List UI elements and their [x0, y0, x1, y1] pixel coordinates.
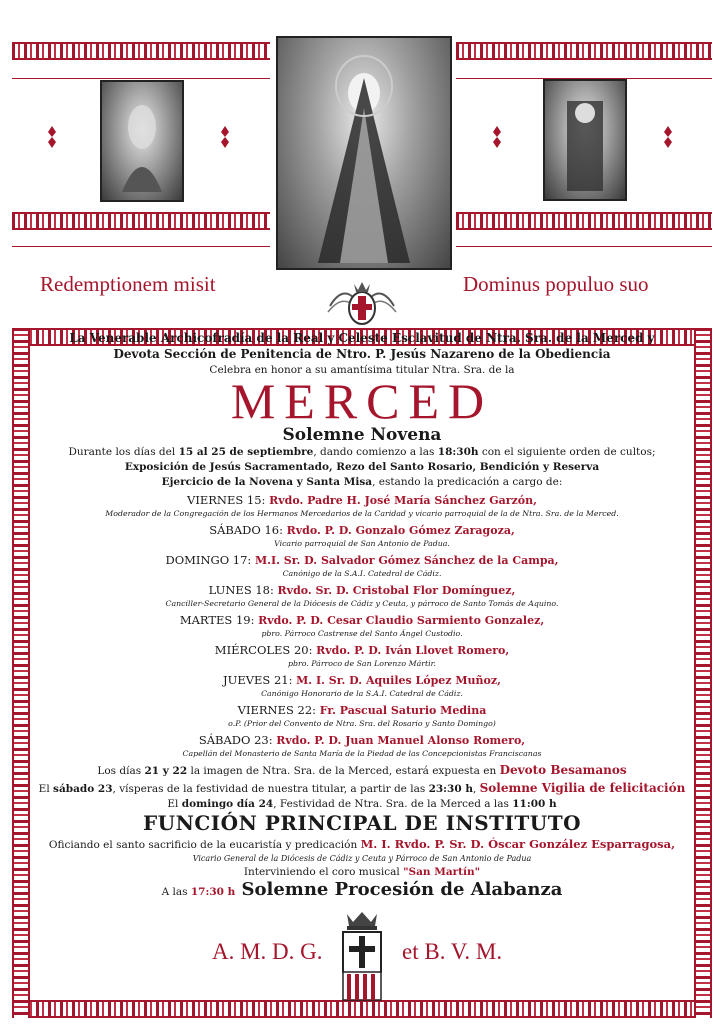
schedule-preacher: Fr. Pascual Saturio Medina: [319, 704, 487, 717]
schedule-day: LUNES 18:: [208, 583, 278, 597]
page-subtitle: Solemne Novena: [282, 425, 442, 445]
schedule-day: DOMINGO 17:: [165, 553, 255, 567]
schedule-role: Capellán del Monasterio de Santa María de la Piedad de las Concepcionistas Franciscanas: [182, 749, 542, 758]
fleur-motif-icon: [220, 126, 230, 148]
schedule-role: Canciller-Secretario General de la Diócesis de Cádiz y Ceuta, y párroco de Santo Tomás de Aquino.: [165, 599, 559, 608]
fleur-motif-icon: [663, 126, 673, 148]
schedule-role: Moderador de la Congregación de los Hermanos Mercedarios de la Caridad y vicario parroquial de la de Ntra. Sra. de la Merced.: [105, 509, 619, 518]
oficiando-line: [0, 837, 724, 851]
schedule-role: Canónigo Honorario de la S.A.I. Catedral de Cádiz.: [261, 689, 463, 698]
procesion-title: Solemne Procesión de Alabanza: [235, 879, 563, 900]
schedule-line: [0, 673, 724, 688]
intro-text: Durante los días del: [68, 446, 179, 458]
schedule-day: VIERNES 15:: [187, 493, 270, 507]
schedule-preacher: M. I. Sr. D. Aquiles López Muñoz,: [296, 674, 501, 687]
schedule-row: [0, 643, 724, 670]
schedule-preacher: Rvdo. P. D. Iván Llovet Romero,: [316, 644, 510, 657]
procesion-line: [0, 879, 724, 900]
intro-dates-range: 15 al 25 de septiembre: [178, 446, 314, 458]
schedule-role: Vicario parroquial de San Antonio de Padua.: [274, 539, 450, 548]
schedule-preacher: Rvdo. P. D. Gonzalo Gómez Zaragoza,: [286, 524, 515, 537]
fleur-motif-icon: [47, 126, 57, 148]
domingo-day: domingo día 24: [181, 798, 274, 810]
intro-text: , estando la predicación a cargo de:: [372, 476, 563, 488]
closing-text: Oficiando el santo sacrificio de la eucaristía y predicación: [48, 839, 361, 851]
intro-novena-title: Ejercicio de la Novena y Santa Misa: [161, 476, 373, 488]
confraternity-crest-icon: [322, 276, 402, 334]
ornament-band-top-left: [12, 42, 270, 60]
schedule-day: MARTES 19:: [179, 613, 259, 627]
vigilia-day: sábado 23: [53, 783, 113, 795]
ornament-band-body-bottom: [12, 1000, 712, 1018]
ornament-band-mid-left: [12, 212, 270, 230]
besamanos-label: Devoto Besamanos: [499, 763, 627, 777]
procesion-time: 17:30 h: [190, 886, 236, 898]
schedule-line: [0, 613, 724, 628]
schedule-preacher: Rvdo. P. D. Juan Manuel Alonso Romero,: [276, 734, 526, 747]
schedule-preacher: Rvdo. Sr. D. Cristobal Flor Domínguez,: [277, 584, 516, 597]
saint-engraving-right-image: [543, 79, 627, 201]
schedule-preacher: M.I. Sr. D. Salvador Gómez Sánchez de la Campa,: [254, 554, 559, 567]
schedule-role: pbro. Párroco de San Lorenzo Mártir.: [288, 659, 436, 668]
intro-dates: [0, 446, 724, 458]
schedule-line: [0, 523, 724, 538]
header-line-3: Celebra en honor a su amantísima titular Ntra. Sra. de la: [209, 364, 515, 376]
schedule-row: [0, 493, 724, 520]
schedule-row: [0, 613, 724, 640]
closing-text: Los días: [97, 765, 145, 777]
intro-order: Exposición de Jesús Sacramentado, Rezo del Santo Rosario, Bendición y Reserva: [124, 461, 600, 473]
frame-line-left-top: [12, 78, 270, 79]
schedule-line: [0, 703, 724, 718]
domingo-time: 11:00 h: [512, 798, 557, 810]
coro-name: "San Martín": [403, 866, 481, 878]
motto-right: Dominus populuo suo: [463, 272, 649, 296]
vigilia-line: [0, 781, 724, 795]
schedule-row: [0, 583, 724, 610]
schedule-row: [0, 673, 724, 700]
ornament-band-mid-right: [456, 212, 712, 230]
schedule-row: [0, 733, 724, 760]
schedule-preacher: Rvdo. P. D. Cesar Claudio Sarmiento Gonzalez,: [258, 614, 545, 627]
besamanos-line: [0, 763, 724, 777]
schedule-row: [0, 553, 724, 580]
schedule-preacher: Rvdo. Padre H. José María Sánchez Garzón,: [269, 494, 537, 507]
funcion-title: FUNCIÓN PRINCIPAL DE INSTITUTO: [142, 811, 582, 835]
frame-line-left-bottom: [12, 246, 270, 247]
oficiando-preacher: M. I. Rvdo. P. Sr. D. Óscar González Esparragosa,: [360, 837, 676, 851]
besamanos-days: 21 y 22: [144, 765, 188, 777]
schedule-line: [0, 583, 724, 598]
schedule-role: pbro. Párroco Castrense del Santo Ángel Custodio.: [261, 629, 463, 638]
closing-text: A las: [161, 886, 191, 898]
oficiando-role: Vicario General de la Diócesis de Cádiz y Ceuta y Párroco de San Antonio de Padua: [192, 854, 532, 863]
schedule-row: [0, 523, 724, 550]
schedule-day: SÁBADO 23:: [198, 733, 277, 747]
closing-text: El: [38, 783, 54, 795]
frame-line-right-bottom: [456, 246, 712, 247]
intro-start-time: 18:30h: [437, 446, 479, 458]
footer-amdg: A. M. D. G.: [212, 939, 323, 964]
schedule-day: VIERNES 22:: [237, 703, 320, 717]
schedule-day: SÁBADO 16:: [209, 523, 287, 537]
closing-text: Interviniendo el coro musical: [243, 866, 404, 878]
footer-bvm: et B. V. M.: [402, 939, 503, 964]
closing-text: El: [167, 798, 182, 810]
fleur-motif-icon: [492, 126, 502, 148]
closing-text: , Festividad de Ntra. Sra. de la Merced a las: [273, 798, 513, 810]
schedule-role: o.P. (Prior del Convento de Ntra. Sra. del Rosario y Santo Domingo): [228, 719, 496, 728]
coro-line: [0, 866, 724, 878]
vigilia-label: Solemne Vigilia de felicitación: [479, 781, 686, 795]
vigilia-time: 23:30 h: [428, 783, 473, 795]
virgin-merced-main-image: [276, 36, 452, 270]
schedule-day: MIÉRCOLES 20:: [214, 643, 317, 657]
page-title: MERCED: [230, 373, 494, 429]
closing-text: , vísperas de la festividad de nuestra titular, a partir de las: [112, 783, 429, 795]
closing-text: ,: [472, 783, 480, 795]
intro-novena: [0, 476, 724, 488]
intro-text: con el siguiente orden de cultos;: [478, 446, 656, 458]
schedule-line: [0, 643, 724, 658]
header-line-1: La Venerable Archicofradía de la Real y Celeste Esclavitud de Ntra. Sra. de la Merced y: [69, 331, 655, 345]
schedule-row: [0, 703, 724, 730]
schedule-day: JUEVES 21:: [223, 673, 297, 687]
motto-left: Redemptionem misit: [40, 272, 216, 296]
schedule-line: [0, 553, 724, 568]
ornament-band-top-right: [456, 42, 712, 60]
schedule-role: Canónigo de la S.A.I. Catedral de Cádiz.: [282, 569, 442, 578]
closing-text: la imagen de Ntra. Sra. de la Merced, estará expuesta en: [187, 765, 500, 777]
domingo-line: [0, 798, 724, 810]
schedule-line: [0, 733, 724, 748]
coat-of-arms-icon: [337, 910, 387, 1002]
saint-engraving-left-image: [100, 80, 184, 202]
intro-text: , dando comienzo a las: [313, 446, 438, 458]
schedule-line: [0, 493, 724, 508]
header-line-2: Devota Sección de Penitencia de Ntro. P. Jesús Nazareno de la Obediencia: [113, 347, 611, 361]
